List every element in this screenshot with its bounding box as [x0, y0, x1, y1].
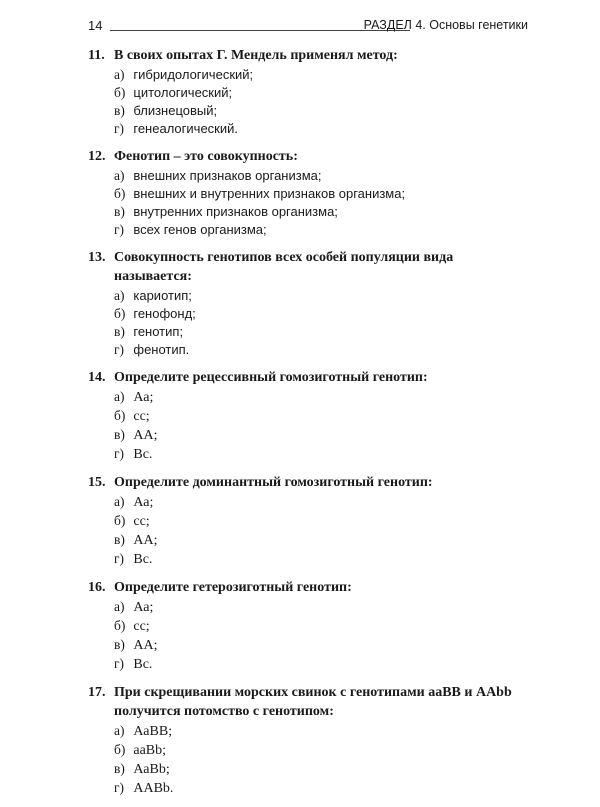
option-letter: а) — [114, 723, 125, 738]
option-letter: б) — [114, 513, 126, 528]
option-letter: в) — [114, 324, 125, 339]
question-number: 13. — [88, 250, 106, 265]
option-letter: в) — [114, 103, 125, 118]
option-letter: г) — [114, 121, 125, 136]
option-text: сс; — [133, 409, 150, 424]
answer-option — [114, 305, 534, 323]
question-17 — [88, 683, 534, 798]
answer-options — [114, 722, 534, 798]
answer-option — [114, 203, 534, 221]
answer-option — [114, 102, 534, 120]
running-header — [88, 16, 528, 38]
option-text: сс; — [133, 619, 150, 634]
option-text: АА; — [133, 638, 158, 653]
option-text: АА; — [133, 533, 158, 548]
answer-option — [114, 617, 534, 636]
answer-options — [114, 66, 534, 138]
answer-options — [114, 598, 534, 674]
page-number: 14 — [88, 18, 103, 33]
question-heading — [88, 473, 534, 492]
option-letter: г) — [114, 551, 125, 566]
answer-option — [114, 655, 534, 674]
answer-option — [114, 722, 534, 741]
option-letter: а) — [114, 599, 125, 614]
answer-option — [114, 598, 534, 617]
answer-option — [114, 120, 534, 138]
option-letter: а) — [114, 494, 125, 509]
answer-option — [114, 388, 534, 407]
option-letter: а) — [114, 168, 125, 183]
answer-option — [114, 167, 534, 185]
answer-options — [114, 287, 534, 359]
question-11 — [88, 46, 534, 138]
option-letter: в) — [114, 427, 125, 442]
question-heading — [88, 248, 534, 286]
question-heading — [88, 578, 534, 597]
option-text: генотип; — [133, 324, 184, 339]
question-12 — [88, 147, 534, 239]
question-text: Фенотип – это совокупность: — [114, 149, 298, 164]
answer-option — [114, 741, 534, 760]
question-number: 15. — [88, 475, 106, 490]
option-text: АаВb; — [133, 762, 170, 777]
option-letter: г) — [114, 656, 125, 671]
option-text: фенотип. — [133, 342, 190, 357]
option-letter: г) — [114, 342, 125, 357]
answer-option — [114, 426, 534, 445]
option-text: цитологический; — [133, 85, 233, 100]
option-letter: б) — [114, 408, 126, 423]
answer-options — [114, 388, 534, 464]
question-heading — [88, 368, 534, 387]
section-title: РАЗДЕЛ 4. Основы генетики — [363, 18, 528, 32]
option-letter: б) — [114, 85, 126, 100]
option-text: внутренних признаков организма; — [133, 204, 338, 219]
question-15 — [88, 473, 534, 569]
question-text: Совокупность генотипов всех особей популяции вида называется: — [114, 250, 454, 284]
answer-option — [114, 445, 534, 464]
option-letter: б) — [114, 742, 126, 757]
option-text: кариотип; — [133, 288, 192, 303]
option-text: близнецовый; — [133, 103, 218, 118]
answer-option — [114, 323, 534, 341]
answer-option — [114, 636, 534, 655]
option-letter: г) — [114, 222, 125, 237]
option-letter: г) — [114, 780, 125, 795]
answer-options — [114, 493, 534, 569]
answer-option — [114, 84, 534, 102]
question-heading — [88, 147, 534, 166]
answer-option — [114, 550, 534, 569]
answer-option — [114, 493, 534, 512]
question-number: 17. — [88, 685, 106, 700]
question-text: При скрещивании морских свинок с генотипами ааВВ и ААbb получится потомство с генотипом: — [114, 685, 512, 719]
option-text: Аа; — [133, 390, 154, 405]
option-text: АаВВ; — [133, 724, 173, 739]
answer-option — [114, 531, 534, 550]
question-13 — [88, 248, 534, 359]
option-text: ААВb. — [133, 781, 174, 796]
option-letter: г) — [114, 446, 125, 461]
answer-option — [114, 341, 534, 359]
question-14 — [88, 368, 534, 464]
option-text: Аа; — [133, 600, 154, 615]
option-text: Вс. — [133, 657, 153, 672]
answer-option — [114, 760, 534, 779]
option-text: генеалогический. — [133, 121, 238, 136]
question-16 — [88, 578, 534, 674]
option-letter: а) — [114, 389, 125, 404]
question-number: 16. — [88, 580, 106, 595]
option-text: Вс. — [133, 552, 153, 567]
option-text: внешних и внутренних признаков организма; — [133, 186, 406, 201]
option-text: генофонд; — [133, 306, 196, 321]
option-text: Вс. — [133, 447, 153, 462]
option-letter: в) — [114, 637, 125, 652]
question-number: 11. — [88, 48, 105, 63]
answer-option — [114, 66, 534, 84]
question-number: 14. — [88, 370, 106, 385]
answer-option — [114, 221, 534, 239]
option-letter: а) — [114, 288, 125, 303]
answer-option — [114, 185, 534, 203]
answer-options — [114, 167, 534, 239]
answer-option — [114, 779, 534, 798]
option-letter: а) — [114, 67, 125, 82]
option-letter: б) — [114, 306, 126, 321]
question-list — [88, 46, 534, 807]
question-heading — [88, 46, 534, 65]
option-text: сс; — [133, 514, 150, 529]
option-text: внешних признаков организма; — [133, 168, 322, 183]
option-text: АА; — [133, 428, 158, 443]
answer-option — [114, 287, 534, 305]
option-letter: в) — [114, 532, 125, 547]
option-letter: б) — [114, 618, 126, 633]
option-letter: в) — [114, 761, 125, 776]
option-text: Аа; — [133, 495, 154, 510]
question-text: Определите доминантный гомозиготный генотип: — [114, 475, 433, 490]
question-heading — [88, 683, 534, 721]
option-text: гибридологический; — [133, 67, 254, 82]
question-text: Определите гетерозиготный генотип: — [114, 580, 352, 595]
option-letter: б) — [114, 186, 126, 201]
option-letter: в) — [114, 204, 125, 219]
answer-option — [114, 407, 534, 426]
answer-option — [114, 512, 534, 531]
question-number: 12. — [88, 149, 106, 164]
option-text: всех генов организма; — [133, 222, 267, 237]
option-text: ааВb; — [133, 743, 167, 758]
question-text: Определите рецессивный гомозиготный генотип: — [114, 370, 428, 385]
question-text: В своих опытах Г. Мендель применял метод: — [114, 48, 398, 63]
